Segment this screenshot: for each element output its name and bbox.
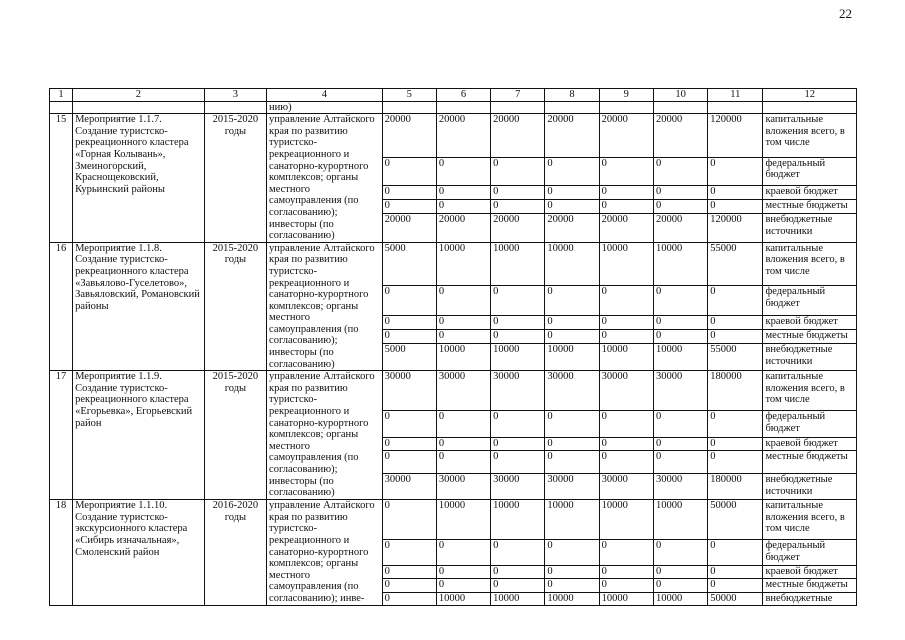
funding-value: 0 bbox=[599, 566, 653, 579]
funding-value: 30000 bbox=[436, 474, 490, 500]
funding-value: 0 bbox=[491, 329, 545, 343]
funding-value: 0 bbox=[436, 286, 490, 315]
funding-value: 30000 bbox=[545, 371, 599, 411]
column-number: 1 bbox=[50, 89, 73, 102]
measure-row bbox=[50, 114, 857, 158]
funding-value: 0 bbox=[653, 186, 707, 200]
funding-value: 0 bbox=[708, 438, 763, 451]
funding-value: 120000 bbox=[708, 214, 763, 242]
funding-value: 0 bbox=[545, 157, 599, 185]
funding-source-label: внебюджетные источники bbox=[763, 474, 857, 500]
funding-value: 5000 bbox=[382, 242, 436, 286]
funding-value: 0 bbox=[599, 540, 653, 566]
funding-source-label: внебюджетные bbox=[763, 592, 857, 605]
column-number: 2 bbox=[73, 89, 205, 102]
funding-value: 0 bbox=[382, 592, 436, 605]
funding-value: 0 bbox=[545, 315, 599, 329]
funding-value: 0 bbox=[599, 579, 653, 592]
funding-value: 0 bbox=[382, 500, 436, 540]
funding-value: 0 bbox=[545, 438, 599, 451]
funding-value: 0 bbox=[653, 200, 707, 214]
funding-value: 30000 bbox=[545, 474, 599, 500]
funding-value: 0 bbox=[436, 157, 490, 185]
funding-value: 0 bbox=[545, 579, 599, 592]
funding-value: 30000 bbox=[599, 371, 653, 411]
funding-source-label: краевой бюджет bbox=[763, 186, 857, 200]
column-number: 10 bbox=[653, 89, 707, 102]
funding-value: 0 bbox=[491, 579, 545, 592]
funding-value: 0 bbox=[382, 540, 436, 566]
measure-row bbox=[50, 242, 857, 286]
funding-value: 0 bbox=[491, 540, 545, 566]
funding-value: 0 bbox=[653, 329, 707, 343]
funding-value: 0 bbox=[382, 451, 436, 474]
funding-source-label: капитальные вложения всего, в том числе bbox=[763, 242, 857, 286]
funding-value: 0 bbox=[382, 200, 436, 214]
funding-source-label: капитальные вложения всего, в том числе bbox=[763, 371, 857, 411]
measure-name: Мероприятие 1.1.10. Создание туристско-экскурсионного кластера «Сибирь изначальная», Смоленский район bbox=[73, 500, 205, 605]
funding-value: 10000 bbox=[599, 500, 653, 540]
measure-executor: управление Алтайского края по развитию туристско-рекреационного и санаторно-курортного комплексов; органы местного самоуправления (по согласованию); инвесторы (по согласованию) bbox=[267, 114, 383, 243]
funding-value: 0 bbox=[436, 315, 490, 329]
funding-value: 0 bbox=[599, 329, 653, 343]
funding-value: 10000 bbox=[599, 592, 653, 605]
funding-value: 20000 bbox=[436, 114, 490, 158]
carryover-cell bbox=[73, 101, 205, 114]
funding-value: 20000 bbox=[653, 214, 707, 242]
funding-value: 30000 bbox=[599, 474, 653, 500]
funding-value: 30000 bbox=[653, 371, 707, 411]
funding-value: 10000 bbox=[653, 592, 707, 605]
column-number: 3 bbox=[204, 89, 266, 102]
funding-value: 0 bbox=[491, 200, 545, 214]
funding-source-label: внебюджетные источники bbox=[763, 214, 857, 242]
column-number: 9 bbox=[599, 89, 653, 102]
funding-source-label: краевой бюджет bbox=[763, 315, 857, 329]
funding-value: 0 bbox=[599, 157, 653, 185]
measure-name: Мероприятие 1.1.7. Создание туристско-рекреационного кластера «Горная Колывань», Змеиногорский, Краснощековский, Курьинский районы bbox=[73, 114, 205, 243]
funding-source-label: внебюджетные источники bbox=[763, 344, 857, 371]
funding-value: 0 bbox=[599, 315, 653, 329]
funding-value: 0 bbox=[382, 566, 436, 579]
measure-years: 2015-2020 годы bbox=[204, 114, 266, 243]
funding-value: 0 bbox=[491, 451, 545, 474]
funding-source-label: местные бюджеты bbox=[763, 329, 857, 343]
measure-number: 16 bbox=[50, 242, 73, 371]
funding-value: 50000 bbox=[708, 592, 763, 605]
funding-value: 0 bbox=[653, 579, 707, 592]
funding-value: 10000 bbox=[599, 344, 653, 371]
funding-value: 20000 bbox=[545, 114, 599, 158]
funding-source-label: капитальные вложения всего, в том числе bbox=[763, 500, 857, 540]
funding-value: 120000 bbox=[708, 114, 763, 158]
funding-value: 0 bbox=[436, 579, 490, 592]
carryover-text: нию) bbox=[267, 101, 383, 114]
funding-value: 0 bbox=[599, 286, 653, 315]
carryover-cell bbox=[436, 101, 490, 114]
funding-value: 20000 bbox=[491, 214, 545, 242]
funding-value: 0 bbox=[599, 411, 653, 438]
column-number: 6 bbox=[436, 89, 490, 102]
funding-value: 30000 bbox=[436, 371, 490, 411]
funding-value: 20000 bbox=[653, 114, 707, 158]
funding-value: 10000 bbox=[436, 592, 490, 605]
funding-value: 30000 bbox=[382, 371, 436, 411]
column-number: 8 bbox=[545, 89, 599, 102]
measure-row bbox=[50, 500, 857, 540]
funding-value: 10000 bbox=[436, 242, 490, 286]
funding-value: 0 bbox=[653, 566, 707, 579]
funding-value: 0 bbox=[599, 451, 653, 474]
measure-number: 18 bbox=[50, 500, 73, 605]
funding-value: 0 bbox=[708, 157, 763, 185]
funding-value: 10000 bbox=[653, 500, 707, 540]
funding-value: 55000 bbox=[708, 242, 763, 286]
carryover-row bbox=[50, 101, 857, 114]
carryover-cell bbox=[50, 101, 73, 114]
measure-name: Мероприятие 1.1.9. Создание туристско-рекреационного кластера «Егорьевка», Егорьевский район bbox=[73, 371, 205, 500]
funding-value: 20000 bbox=[436, 214, 490, 242]
funding-value: 0 bbox=[436, 329, 490, 343]
measure-row bbox=[50, 371, 857, 411]
funding-value: 0 bbox=[545, 451, 599, 474]
funding-value: 0 bbox=[653, 438, 707, 451]
funding-value: 30000 bbox=[491, 474, 545, 500]
funding-value: 10000 bbox=[436, 500, 490, 540]
column-number: 5 bbox=[382, 89, 436, 102]
funding-value: 0 bbox=[491, 438, 545, 451]
measure-name: Мероприятие 1.1.8. Создание туристско-рекреационного кластера «Завьялово-Гуселетово», Завьяловский, Романовский районы bbox=[73, 242, 205, 371]
funding-value: 0 bbox=[491, 566, 545, 579]
funding-value: 0 bbox=[491, 411, 545, 438]
carryover-cell bbox=[545, 101, 599, 114]
funding-value: 0 bbox=[382, 286, 436, 315]
funding-source-label: федеральный бюджет bbox=[763, 286, 857, 315]
funding-value: 0 bbox=[599, 200, 653, 214]
funding-value: 180000 bbox=[708, 474, 763, 500]
funding-value: 0 bbox=[708, 286, 763, 315]
funding-value: 0 bbox=[708, 186, 763, 200]
funding-value: 0 bbox=[653, 451, 707, 474]
funding-value: 0 bbox=[599, 438, 653, 451]
funding-value: 0 bbox=[545, 200, 599, 214]
funding-value: 20000 bbox=[599, 114, 653, 158]
funding-value: 30000 bbox=[382, 474, 436, 500]
funding-value: 0 bbox=[491, 315, 545, 329]
funding-value: 30000 bbox=[653, 474, 707, 500]
funding-value: 0 bbox=[382, 315, 436, 329]
funding-source-label: федеральный бюджет bbox=[763, 540, 857, 566]
funding-value: 20000 bbox=[491, 114, 545, 158]
funding-value: 0 bbox=[545, 186, 599, 200]
funding-value: 0 bbox=[653, 540, 707, 566]
measure-years: 2016-2020 годы bbox=[204, 500, 266, 605]
funding-value: 10000 bbox=[653, 344, 707, 371]
funding-value: 180000 bbox=[708, 371, 763, 411]
funding-value: 10000 bbox=[653, 242, 707, 286]
funding-value: 0 bbox=[545, 540, 599, 566]
funding-value: 30000 bbox=[491, 371, 545, 411]
column-number: 11 bbox=[708, 89, 763, 102]
funding-source-label: федеральный бюджет bbox=[763, 157, 857, 185]
funding-value: 0 bbox=[708, 540, 763, 566]
funding-value: 0 bbox=[436, 200, 490, 214]
column-number: 7 bbox=[491, 89, 545, 102]
funding-value: 20000 bbox=[382, 114, 436, 158]
funding-value: 20000 bbox=[545, 214, 599, 242]
carryover-cell bbox=[382, 101, 436, 114]
funding-value: 0 bbox=[491, 286, 545, 315]
funding-source-label: местные бюджеты bbox=[763, 579, 857, 592]
carryover-cell bbox=[653, 101, 707, 114]
funding-value: 0 bbox=[545, 411, 599, 438]
carryover-cell bbox=[491, 101, 545, 114]
funding-value: 55000 bbox=[708, 344, 763, 371]
measure-executor: управление Алтайского края по развитию туристско-рекреационного и санаторно-курортного комплексов; органы местного самоуправления (по согласованию); инвесторы (по согласованию) bbox=[267, 371, 383, 500]
funding-value: 0 bbox=[653, 157, 707, 185]
funding-value: 50000 bbox=[708, 500, 763, 540]
funding-value: 0 bbox=[708, 411, 763, 438]
funding-value: 0 bbox=[436, 186, 490, 200]
measure-years: 2015-2020 годы bbox=[204, 371, 266, 500]
funding-value: 0 bbox=[382, 329, 436, 343]
funding-value: 10000 bbox=[436, 344, 490, 371]
funding-value: 0 bbox=[545, 329, 599, 343]
funding-value: 10000 bbox=[545, 242, 599, 286]
column-number-header bbox=[50, 89, 857, 102]
funding-value: 0 bbox=[436, 451, 490, 474]
column-number: 12 bbox=[763, 89, 857, 102]
funding-source-label: краевой бюджет bbox=[763, 566, 857, 579]
funding-value: 0 bbox=[491, 157, 545, 185]
funding-value: 0 bbox=[653, 286, 707, 315]
funding-value: 0 bbox=[382, 157, 436, 185]
funding-value: 10000 bbox=[491, 500, 545, 540]
funding-value: 20000 bbox=[382, 214, 436, 242]
funding-value: 0 bbox=[545, 286, 599, 315]
funding-value: 10000 bbox=[545, 592, 599, 605]
funding-value: 20000 bbox=[599, 214, 653, 242]
funding-value: 10000 bbox=[545, 344, 599, 371]
funding-value: 10000 bbox=[491, 242, 545, 286]
column-number: 4 bbox=[267, 89, 383, 102]
funding-source-label: капитальные вложения всего, в том числе bbox=[763, 114, 857, 158]
measure-years: 2015-2020 годы bbox=[204, 242, 266, 371]
funding-value: 0 bbox=[382, 438, 436, 451]
carryover-cell bbox=[599, 101, 653, 114]
funding-value: 0 bbox=[653, 315, 707, 329]
measure-number: 15 bbox=[50, 114, 73, 243]
funding-value: 0 bbox=[545, 566, 599, 579]
funding-source-label: местные бюджеты bbox=[763, 200, 857, 214]
page-number: 22 bbox=[839, 6, 852, 21]
funding-value: 0 bbox=[708, 579, 763, 592]
funding-value: 5000 bbox=[382, 344, 436, 371]
measure-executor: управление Алтайского края по развитию туристско-рекреационного и санаторно-курортного комплексов; органы местного самоуправления (по согласованию); инве- bbox=[267, 500, 383, 605]
funding-value: 0 bbox=[653, 411, 707, 438]
funding-value: 0 bbox=[708, 329, 763, 343]
funding-value: 0 bbox=[708, 200, 763, 214]
funding-value: 0 bbox=[382, 411, 436, 438]
funding-value: 0 bbox=[708, 566, 763, 579]
funding-value: 10000 bbox=[491, 592, 545, 605]
funding-value: 0 bbox=[708, 451, 763, 474]
funding-value: 0 bbox=[436, 566, 490, 579]
funding-value: 10000 bbox=[491, 344, 545, 371]
carryover-cell bbox=[763, 101, 857, 114]
funding-value: 0 bbox=[599, 186, 653, 200]
funding-value: 0 bbox=[382, 186, 436, 200]
funding-value: 0 bbox=[436, 540, 490, 566]
carryover-cell bbox=[204, 101, 266, 114]
measure-number: 17 bbox=[50, 371, 73, 500]
funding-source-label: федеральный бюджет bbox=[763, 411, 857, 438]
program-table bbox=[49, 88, 857, 606]
funding-source-label: местные бюджеты bbox=[763, 451, 857, 474]
carryover-cell bbox=[708, 101, 763, 114]
funding-value: 0 bbox=[382, 579, 436, 592]
funding-value: 0 bbox=[491, 186, 545, 200]
measure-executor: управление Алтайского края по развитию туристско-рекреационного и санаторно-курортного комплексов; органы местного самоуправления (по согласованию); инвесторы (по согласованию) bbox=[267, 242, 383, 371]
funding-source-label: краевой бюджет bbox=[763, 438, 857, 451]
funding-value: 0 bbox=[436, 438, 490, 451]
funding-value: 10000 bbox=[545, 500, 599, 540]
funding-value: 10000 bbox=[599, 242, 653, 286]
funding-value: 0 bbox=[436, 411, 490, 438]
funding-value: 0 bbox=[708, 315, 763, 329]
